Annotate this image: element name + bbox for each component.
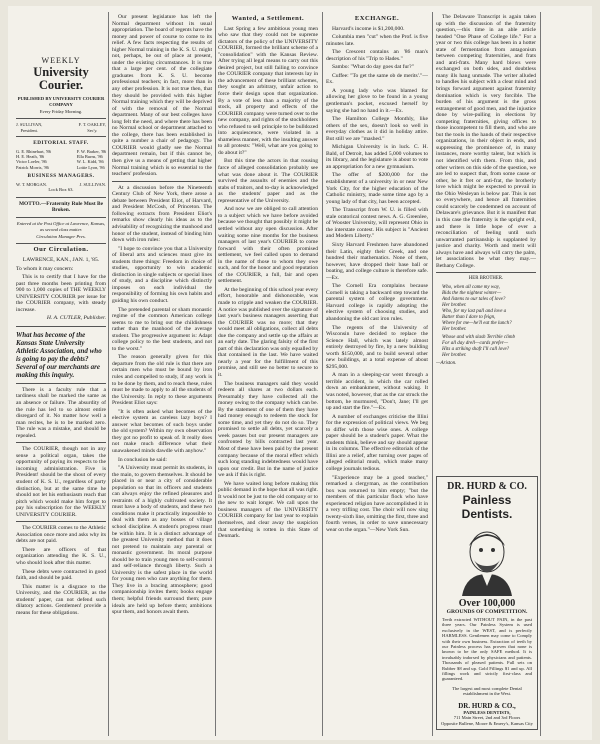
- president-name: J. SULLIVAN,: [16, 122, 43, 128]
- portrait-illustration: [456, 526, 518, 596]
- article-paragraph: The COURIER comes to the Athletic Association once more and asks why its debts are not paid.: [16, 525, 106, 545]
- circulation-dateline: LAWRENCE, KAN., JAN. 1, '85.: [22, 256, 100, 263]
- article-paragraph: But this time the actors in that rousing farce of alleged consolidation probably see what was done about it. The COURIER survived the assaults of enemies and the stabs of traitors, and to-day is acknowledged as the students' paper and as the representative of the University.: [218, 158, 318, 204]
- ad-address-line: Opposite Bullene, Moore & Emery's, Kansas City: [441, 720, 533, 726]
- manager-right: J. SULLIVAN.: [79, 181, 106, 187]
- exchange-item: A young lady who was blamed for allowing her glove to be found in a young gentleman's pocket, excused herself by saying she had no hand in it.—Ex.: [326, 87, 428, 114]
- column-rule: [540, 12, 541, 736]
- article-paragraph: There are officers of that organization attending the K. S. U., who should look after this matter.: [16, 546, 106, 566]
- ad-competition: GROUNDS OF COMPETITION.: [446, 609, 528, 615]
- article-paragraph: Last Spring a few ambitious young men who saw that they could not be supreme dictators of the policy of the UNIVERSITY COURIER, formed the brilliant scheme of a "consolidation" with the Kansas Review. After trying all legal means to carry out this desired project, but still failing to convince the COURIER company that interests lay in the advancement of these brilliant schemes, they sought an arbitrary, unfair action to force their design upon that organization. By a vote of less than a majority of the stock, all property and effects of the COURIER company were turned over to the new company, and rights of the stockholders who refused to sell principle to be bulldozed into acquiescence, were violated in a shameless manner, with the insulting answer to all protests: "Well, what are you going to do about it?": [218, 25, 318, 156]
- column-4-exchange: [326, 14, 428, 738]
- editorial-staff-list: [16, 149, 106, 171]
- poem-source: —Ariston.: [436, 360, 457, 366]
- column-3: [218, 14, 318, 738]
- column-rule: [322, 12, 323, 736]
- editorial-staff-heading: EDITORIAL STAFF.: [33, 140, 89, 146]
- circulation-manager: Circulation Manager Pres.: [36, 233, 86, 239]
- exchange-item: The Transcript from W. U. is filled with stale oratorical contest news. A. G. Greenlee, of Wooster University, will represent Ohio in the interstate contest. His subject is "Ancient and Modern Liberty.": [326, 207, 428, 240]
- exchange-item: The offer of $200,000 for the establishment of a university in or near New York City, for the higher education of the Catholic ministry, made some time ago by a young lady of that city, has been accepted.: [326, 172, 428, 205]
- ad-subheadline: Painless Dentists.: [461, 493, 513, 521]
- poem-heading: HER BROTHER.: [468, 276, 504, 282]
- column-rule: [215, 12, 216, 736]
- ad-business-name: DR. HURD & CO.,: [458, 701, 516, 710]
- article-paragraph: The Delaware Transcript is again taken up with the discussion of the fraternity question,—this time in an able article headed "One Phase of College life." For a year or two this college has been in a hotter state of fermentation from antagonism between competing fraternities, and frats and anti-frats. Many hard blows were exchanged on both sides, and doubtless many ills hang unmade. The writer alluded to handles his subject with a clear mind and brings forward argument against fraternity domination which is very forcible. The burden of his argument is the gross estrangement of good men, and the injustice done by wire-pulling in elections by competing fraternities, giving offices to those incompetent to fill them, and who are but the tools in the hands of their respective organizations, in their object in ends, and suppressing the prominence of, in many instances, more worthy talent, but which is not identified with them. From this, and other writers on this side of the question, we are led to suspect that, from some cause or other, be it fret or anti-frat, the brotherly love which might be expected to prevail in the Ohio Wesleyan is below par. This is not so everywhere, and hence all fraternities could scarcely be condemned on account of Delaware's grievance. But it is manifest that in this case the fraternity is the upright evil, and there is little hope of ever a reconciliation of feeling until such unwarranted partisanship is supplanted by justice and charity. Worth and merit will always have and always will carry the palm, let associations be what they may.—Bethany College.: [436, 14, 536, 269]
- business-managers-heading: BUSINESS MANAGERS.: [27, 173, 95, 180]
- exchange-heading: EXCHANGE.: [354, 15, 400, 22]
- masthead-every-friday: Every Friday Morning.: [39, 108, 83, 114]
- ad-address-line: 711 Main Street, 2nd and 3rd Floors: [453, 715, 521, 721]
- column-masthead: [16, 14, 106, 618]
- exchange-item: The Crescent contains an '86 man's description of his "Trip to Hades.": [326, 49, 428, 62]
- article-paragraph: This matter is a disgrace to the University, and the COURIER, as the students' paper, can not defend such dilatory actions. Gentlemen! provide a means for these obligations.: [16, 583, 106, 616]
- column-2: [112, 14, 212, 738]
- masthead-publisher: PUBLISHED BY UNIVERSITY COURIER COMPANY: [17, 95, 105, 108]
- settlement-heading: Wanted, a Settlement.: [231, 15, 305, 22]
- column-5: [436, 14, 536, 472]
- article-paragraph: At a discussion before the Nineteenth Century Club of New York, there arose a debate between President Eliot, of Harvard, and President McCosh, of Princeton. The following extracts from President Eliot's remarks show clearly his ideas as to the advisability of recognizing the manhood and honor of the student, instead of binding him down with iron rules:: [112, 184, 212, 244]
- circulation-signature: H. A. CUTLER, Publisher.: [46, 315, 106, 322]
- exchange-item: "Experience may be a good teacher," remarked a clergyman, as the contribution box was returned to him empty; "but the members of this particular flock who have experienced religion have accomplished it in a very trifling cost. The choir will now sing twenty-sixth line, omitting the first, three and fourth verses, in order to save unnecessary wear on the organ."—New York Sun.: [326, 474, 428, 533]
- exchange-item: Michigan University is in luck. C. H. Bald, of Detroit, has added 5,000 volumes to its library, and the legislature is about to vote an appropriation for a new gymnasium.: [326, 144, 428, 170]
- staff-list-left: G. E. Rhinehart, '86 H. E. Heath, '86 Victor Loeler, '86 Patrick Morris, '86: [16, 148, 51, 170]
- ad-address-line: PAINLESS DENTISTS,: [463, 709, 511, 715]
- article-paragraph: The reason generally given for this departure from the old rule is that there are certain men who must be bound by iron rules and compelled to study, if any work is to be done by them, and to reach these, rules must be made to apply to all the students of the University. In reply to these arguments President Eliot says:: [112, 354, 212, 407]
- exchange-item: A man in a sleeping-car went through a terrible accident, in which the car rolled down an embankment, without waking. It was noted, however, that as the car struck the bottom, he murmured, "Don't, Jane; I'll get up and start the fire."—Ex.: [326, 372, 428, 412]
- circulation-heading: Our Circulation.: [33, 246, 89, 254]
- ad-body: Teeth extracted WITHOUT PAIN, in the past three years. Our Painless System is used exclusively in the WEST, and is perfectly HARMLESS. Gentlemen may come to Comply with their own business. Extraction of teeth by our Painless process has proven that none is known to be the only SAFE method. It is invaluably indorsed by physicians and patients. Thousands of pleased patients. Full sets on Rubber $8 and up. Gold Fillings $1 and up. All fillings work and strictly first-class and guaranteed.: [442, 617, 532, 682]
- staff-list-right: F. W. Barker, '86 Ella Burns, '86 W. L. Kidd, '86 Lottie Lyon, '86: [76, 148, 106, 170]
- article-paragraph: Our present legislature has left the Normal department without its usual appropriation. The board of regents have the money and power of course to come to its relief. A few facts respecting the results of higher Normal training in the K. S. U. might not, perhaps, be out of place at present, under the existing circumstances. It is true that a large per cent. of the collegiate graduates from K. S. U. become professional teachers; in fact, more than in any other profession. It is not true then, that they should be provided with this higher Normal training which they will be deprived of with the removal of the Normal department. Many of our best colleges have long felt the need, and where there has been no Normal school or department attached to the college, there has been established in quite a number a chair of pedagogy. The COURIER would gladly see the Normal department remain, but if this cannot be, then give us a means of getting that higher Normal training which is so essential to the teachers' profession.: [112, 14, 212, 178]
- column-rule: [432, 12, 433, 736]
- article-paragraph: "I hope to convince you that a University of liberal arts and sciences must give its students three things: Freedom in choice of studies, opportunity to win academic distinction in single subjects or special lines of study, and a discipline which distinctly imposes on each individual the responsibility of forming his own habits and guiding his own conduct.: [112, 245, 212, 304]
- exchange-item: Sixty Harvard Freshmen have abandoned their Latin, eighty their Greek, and one hundred their mathematics. None of them, however, have dropped their base ball or boating, and college culture is therefore safe.—Ex.: [326, 241, 428, 281]
- exchange-item: Columbia men "cut" when the Prof. is five minutes late.: [326, 34, 428, 47]
- article-paragraph: And now we are obliged to call attention to a subject which we have before avoided because we thought that possibly it might be settled without any open discussion. After waiting some nine months for the business managers of last year's COURIER to come forward with their often promised settlement, we feel called upon to demand in the name of those to whom they owe such, and for the honor and good reputation of the COURIER, a full, fair and open settlement.: [218, 206, 318, 285]
- masthead-title: University Courier.: [33, 64, 89, 92]
- exchange-item: Sambo: "What do day goes dat fur?": [332, 64, 414, 71]
- article-paragraph: In conclusion he said:: [118, 456, 167, 463]
- lock-box: Lock Box 63.: [48, 187, 74, 193]
- masthead-weekly: WEEKLY: [41, 56, 81, 65]
- newspaper-page: [8, 6, 592, 740]
- motto: MOTTO.—Fraternity Rule Must Be Broken.: [18, 200, 104, 214]
- poem-stanza: Whose and with slash Terrible climb For all day drell—cards prefer— Hits a striking shaft I'll call love? Her brother.: [442, 334, 516, 358]
- exchange-item: Cuffee: "To get the same ob de merits'."—Ex.: [326, 72, 428, 86]
- secretary-name: F. T. OAKLEY,: [78, 122, 106, 128]
- exchange-item: The Cornell Era complains because Cornell is taking a backward step toward the parental system of college government. Harvard college is rapidly adopting the elective system of choosing studies, and abandoning the old cast iron rules.: [326, 283, 428, 322]
- article-paragraph: The business managers said they would redeem all shares at two dollars each. Presumably they have collected all the money owing to the company which can be. By the statement of one of them they have had money enough to redeem the stock for some time, and yet they do not do so. They promised to settle all debts, yet scarcely a week passes but our present managers are confronted by bills contracted last year. Most of these have been paid by the present company because of the moral effect which such long standing indebtedness would have upon our credit. But in the name of justice we ask if this is right.: [218, 380, 318, 479]
- article-paragraph: "A University must permit its students, in the main, to govern themselves. It should be placed in or near a city of considerable population so that its officers and students can always enjoy the refined pleasures and restraints of a highly cultivated society. It must have a body of students, and these two conditions make it practically impossible to deal with them as any bosses of village school discipline. A student's progress must be within him. It is a distinct advantage of the greatest University method that it does not pretend to maintain any parental or monastic government. Its moral purpose should be to train young men to self-control and self-reliance through liberty. Such a University is the safest place in the world for young men who care anything for them. They live in a bracing atmosphere; good companionship invites them; books engage them; helpful friends surround them; pure ideals are held up before them; ambitions spur them, and honors await them.: [112, 465, 212, 616]
- dentist-advertisement: [436, 476, 538, 730]
- circulation-salutation: To whom it may concern:: [16, 265, 74, 272]
- exchange-item: Harvard's income is $1,200,000.: [332, 25, 405, 32]
- article-paragraph: The pretended parental or sham monastic regime of the common American college seems to me to bring out the childishness rather than the manhood of the average student. The progressive argument is: Adapt college policy to the best students, and not to the worst.": [112, 306, 212, 352]
- article-paragraph: These debts were contracted in good faith, and should be paid.: [16, 568, 106, 582]
- column-rule: [108, 12, 109, 736]
- poem-stanza: Who, when all came my way, Bids the the nightest winter— And listens to our tales of love? Her brother. Who, for my last pall and love a Batter than I dare to feign, Where for me—he'll eat the lunch? Her brother.: [442, 284, 512, 332]
- post-office-entry: Entered at the Post Office at Lawrence, Kansas, as second class matter.: [16, 220, 106, 233]
- president-role: President.: [20, 127, 38, 133]
- exchange-item: The regents of the University of Wisconsin have decided to replace the Science Hall, which was lately almost entirely destroyed by fire, by a new building worth $150,000, and to build several other new buildings, at a total expense of about $295,000.: [326, 324, 428, 370]
- article-paragraph: "It is often asked what becomes of the elective system as careless lazy boys? I answer what becomes of such boys under the old system? Within my own observation they got no profit to speak of. It really does not make much difference what their unawakened minds dawdle with anyhow.": [112, 408, 212, 454]
- article-paragraph: The COURIER, though not in any sense a political organ, takes the opportunity of paying its respects to the incoming administration. Five is President! should be the shout of every student of K. S. U., regardless of party distinction, but at the same time he should not let his enthusiasm reach that pitch which would make him forget to pay his subscription for the WEEKLY UNIVERSITY COURIER.: [16, 446, 106, 518]
- article-paragraph: We have waited long before making this public demand in the hope that all was right. It would not be just to the old company or to the new to wait longer. We call upon the business managers of the UNIVERSITY COURIER company for last year to explain themselves, and clear away the suspicion that something is rotten in this State of Denmark.: [218, 480, 318, 540]
- ad-largest: The largest and most complete Dental establishment in the West.: [452, 685, 522, 697]
- exchange-item: A number of exchanges criticise the Illini for the expression of political views. We beg to differ with those wise ones. A college paper should be a student's paper. What the students think, believe and say should appear in its columns. The effective editorials of the Illini are a relief, after turning over pages of alleged editorial mush, which make many college journals tedious.: [326, 413, 428, 472]
- exchange-item: The Hamilton College Monthly, like others of the sex, doesn't look so well in everyday clothes as it did in holiday attire. But still we are "mashed.": [326, 116, 428, 142]
- athletic-association-notice: What has become of the Kansas State University Athletic Association, and who is going to pay the debts? Several of our merchants are making this inquiry.: [16, 330, 102, 379]
- ad-count: Over 100,000: [458, 598, 516, 609]
- circulation-paragraph: This is to certify that I have for the past three months been printing from 900 to 1,000 copies of THE WEEKLY UNIVERSITY COURIER per issue for the COURIER company, with steady increase.: [16, 274, 106, 313]
- article-paragraph: There is a faculty rule that a tardiness shall be marked the same as an absence or failure. The absurdity of the rule has led to so almost entire disregard of it. No matter how well a man recites, he is to be marked zero. The rule was a mistake, and should be repealed.: [16, 386, 106, 439]
- manager-left: W. T. MORGAN.: [16, 181, 48, 187]
- ad-headline: DR. HURD & CO.: [447, 481, 527, 492]
- secretary-role: Sec'y.: [87, 127, 98, 133]
- article-paragraph: At the beginning of this school year every effort, honorable and dishonorable, was made to cripple and weaken the COURIER. A notice was published over the signature of last year's business managers asserting that the COURIER was no more; that they would meet all obligations, collect all debts due the company and settle up the affairs at an early date. The glaring falsity of the first part of this declaration was only equalled by that contained in the last. We have waited nearly a year for the fulfillment of this promise, and still see no better to secure to it.: [218, 286, 318, 378]
- masthead-officers: [16, 122, 106, 133]
